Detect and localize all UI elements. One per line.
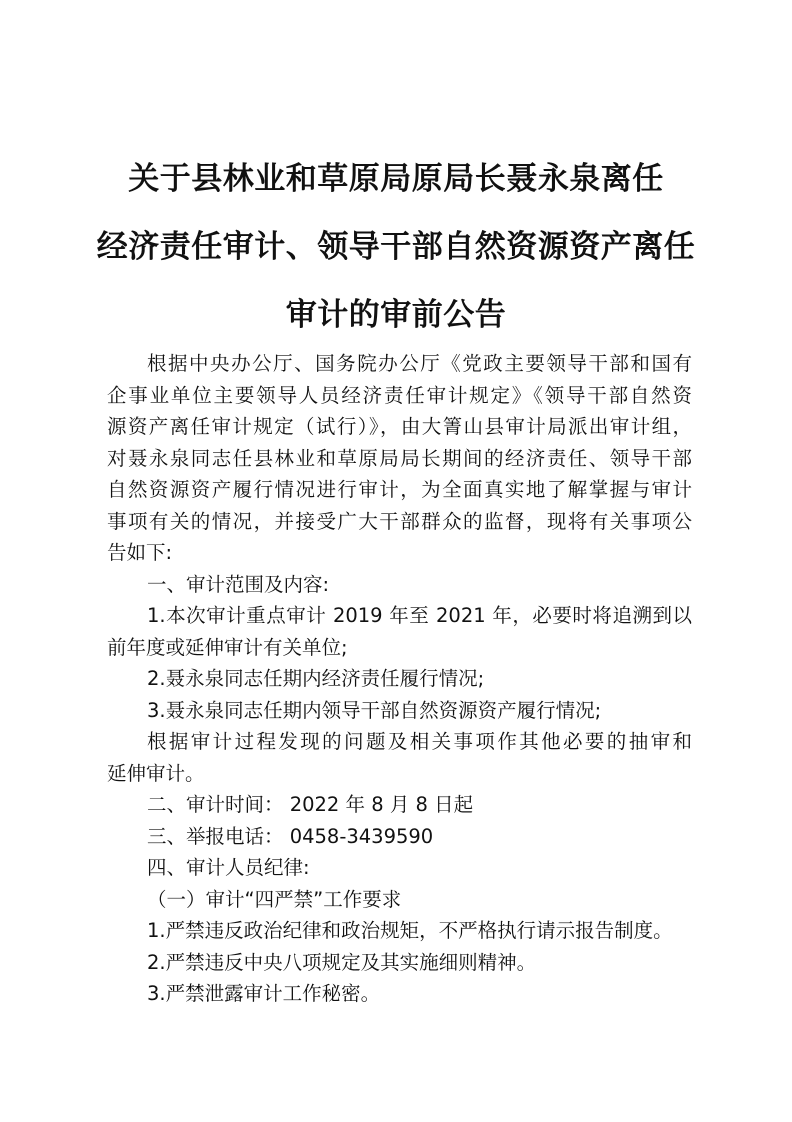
paragraph-intro-line-6: 事项有关的情况，并接受广大干部群众的监督，现将有关事项公 — [107, 509, 692, 533]
section-heading-discipline: 四、审计人员纪律: — [147, 856, 310, 879]
scope-note-line-2: 延伸审计。 — [107, 761, 205, 785]
discipline-subheading: （一）审计“四严禁”工作要求 — [147, 887, 402, 911]
scope-item-1-line-1: 1.本次审计重点审计 2019 年至 2021 年，必要时将追溯到以 — [147, 604, 692, 627]
scope-item-2: 2.聂永泉同志任期内经济责任履行情况; — [147, 667, 485, 690]
section-heading-time: 二、审计时间： 2022 年 8 月 8 日起 — [147, 793, 474, 816]
scope-item-1-line-2: 前年度或延伸审计有关单位; — [107, 635, 348, 659]
paragraph-intro-line-5: 自然资源资产履行情况进行审计，为全面真实地了解掌握与审计 — [107, 478, 692, 501]
title-line-2: 经济责任审计、领导干部自然资源资产离任 — [96, 229, 696, 265]
discipline-item-2: 2.严禁违反中央八项规定及其实施细则精神。 — [147, 950, 537, 974]
title-line-3: 审计的审前公告 — [285, 297, 507, 333]
paragraph-intro-line-7: 告如下: — [107, 541, 173, 564]
discipline-item-3: 3.严禁泄露审计工作秘密。 — [147, 982, 381, 1005]
paragraph-intro-line-1: 根据中央办公厅、国务院办公厅《党政主要领导干部和国有 — [147, 352, 692, 375]
section-heading-scope: 一、审计范围及内容: — [147, 572, 330, 596]
title-line-1: 关于县林业和草原局原局长聂永泉离任 — [128, 161, 664, 197]
document-body — [107, 348, 692, 1010]
section-heading-hotline: 三、举报电话： 0458-3439590 — [147, 824, 434, 848]
paragraph-intro-line-4: 对聂永泉同志任县林业和草原局局长期间的经济责任、领导干部 — [107, 446, 692, 470]
document-title — [0, 145, 792, 349]
discipline-item-1: 1.严禁违反政治纪律和政治规矩，不严格执行请示报告制度。 — [147, 919, 673, 942]
scope-note-line-1: 根据审计过程发现的问题及相关事项作其他必要的抽审和 — [147, 730, 692, 753]
scope-item-3: 3.聂永泉同志任期内领导干部自然资源资产履行情况; — [147, 698, 602, 722]
paragraph-intro-line-3: 源资产离任审计规定（试行）》，由大箐山县审计局派出审计组， — [107, 415, 692, 438]
paragraph-intro-line-2: 企事业单位主要领导人员经济责任审计规定》《领导干部自然资 — [107, 383, 692, 407]
